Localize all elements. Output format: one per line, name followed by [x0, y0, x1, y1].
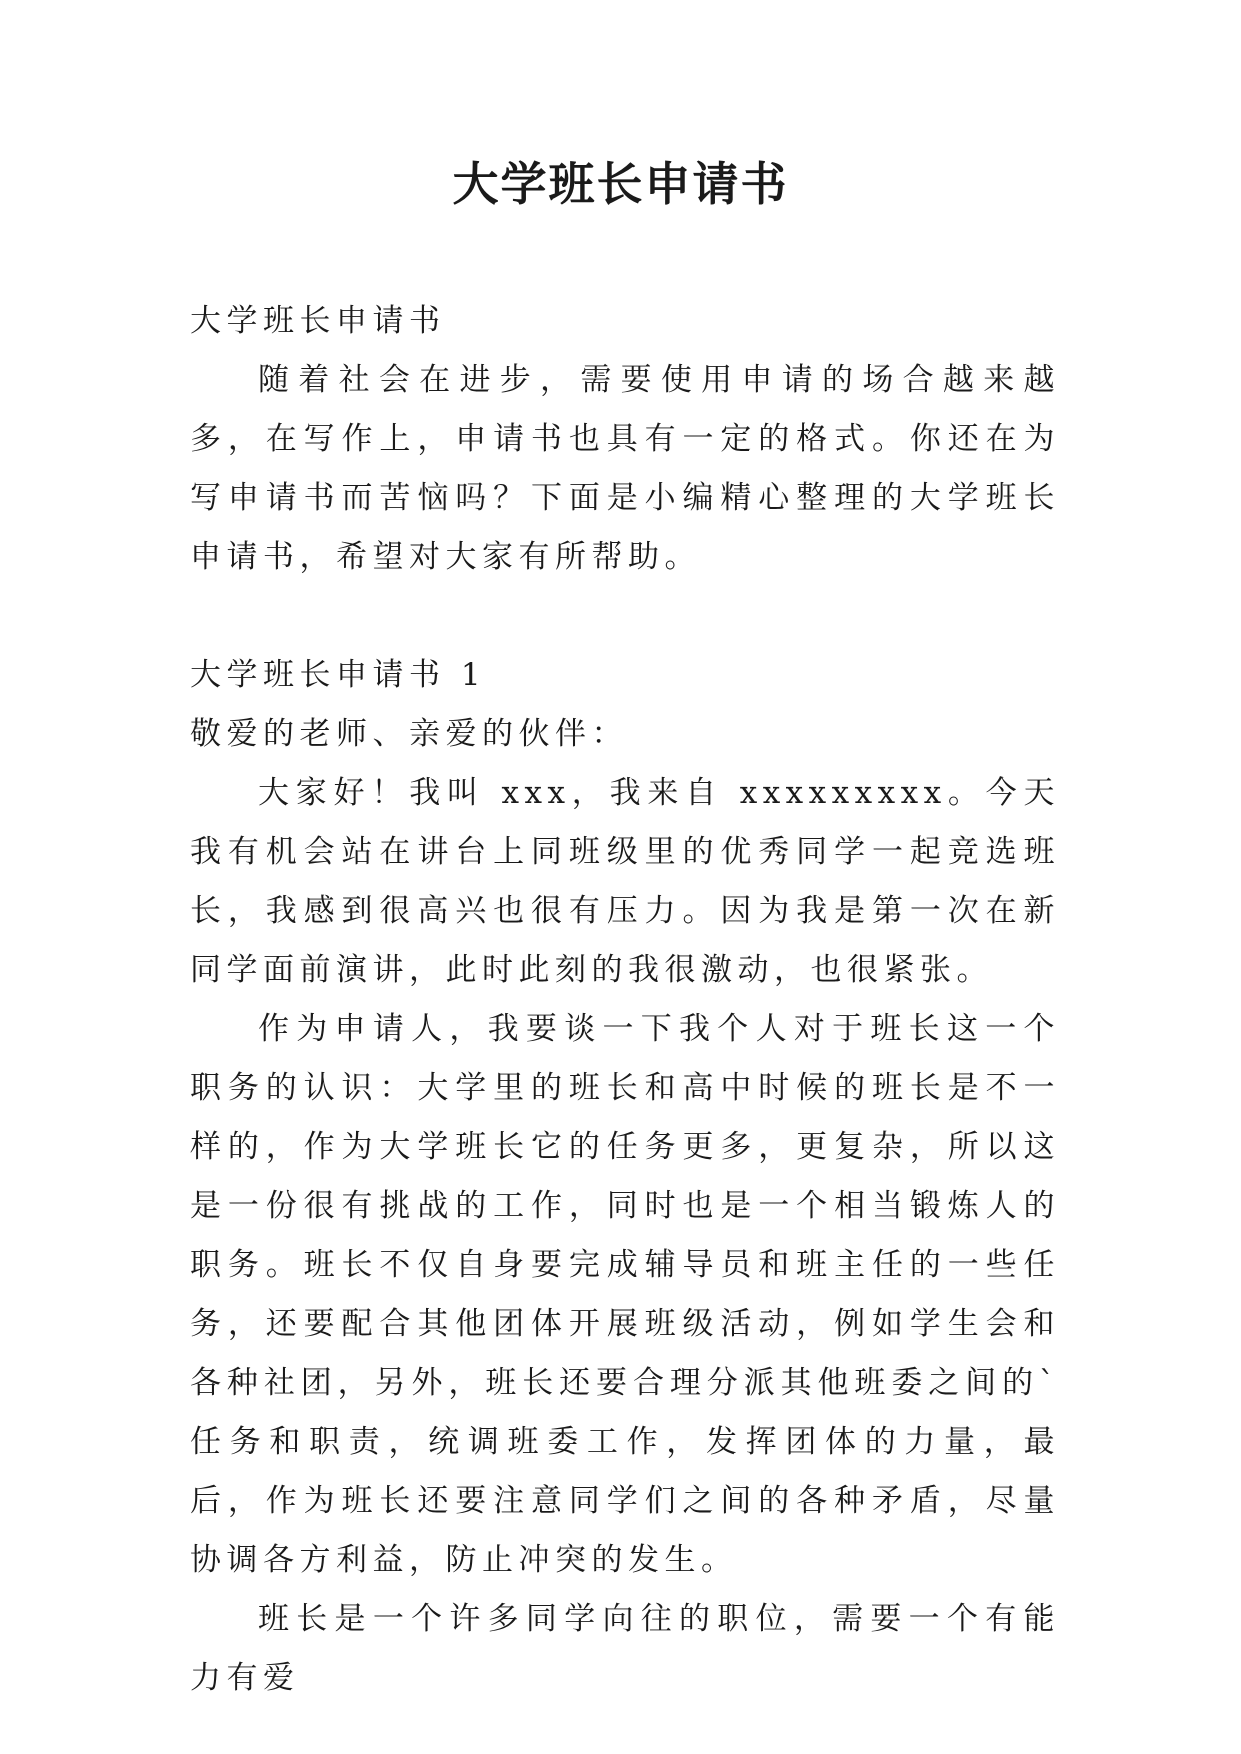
body-paragraph-role: 作为申请人，我要谈一下我个人对于班长这一个职务的认识：大学里的班长和高中时候的班长是不一样的，作为大学班长它的任务更多，更复杂，所以这是一份很有挑战的工作，同时也是一个相当锻炼人的职务。班长不仅自身要完成辅导员和班主任的一些任务，还要配合其他团体开展班级活动，例如学生会和各种社团，另外，班长还要合理分派其他班委之间的`任务和职责，统调班委工作，发挥团体的力量，最后，作为班长还要注意同学们之间的各种矛盾，尽量协调各方利益，防止冲突的发生。 [190, 1011, 1060, 1578]
intro-paragraph: 随着社会在进步，需要使用申请的场合越来越多，在写作上，申请书也具有一定的格式。你还在为写申请书而苦恼吗？下面是小编精心整理的大学班长申请书，希望对大家有所帮助。 [190, 362, 1060, 575]
salutation: 敬爱的老师、亲爱的伙伴： [190, 716, 628, 752]
body-paragraph-greeting: 大家好！我叫 xxx，我来自 xxxxxxxxx。今天我有机会站在讲台上同班级里的优秀同学一起竞选班长，我感到很高兴也很有压力。因为我是第一次在新同学面前演讲，此时此刻的我很激动，也很紧张。 [190, 775, 1060, 988]
body-paragraph-continued: 班长是一个许多同学向往的职位，需要一个有能力有爱 [190, 1601, 1060, 1696]
document-body [190, 292, 1060, 1708]
document-title: 大学班长申请书 [452, 157, 789, 211]
section-heading: 大学班长申请书 1 [190, 657, 487, 693]
subtitle-line: 大学班长申请书 [190, 303, 446, 339]
